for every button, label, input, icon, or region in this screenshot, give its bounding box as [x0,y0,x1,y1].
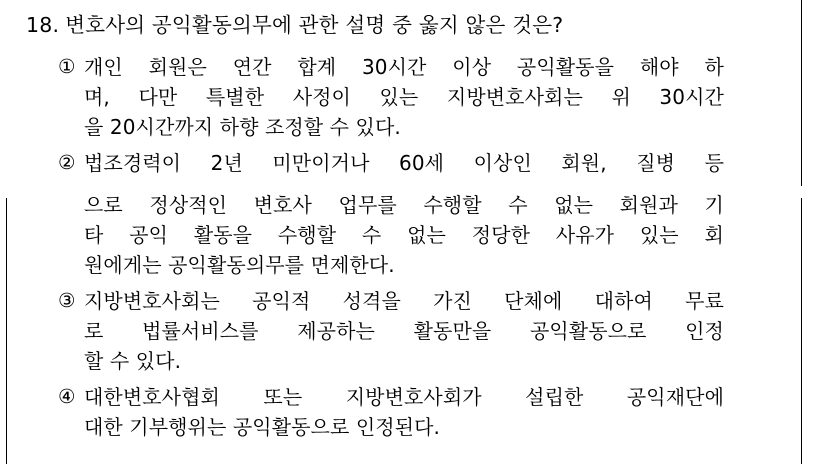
choice-1-line-3: 을 20시간까지 하향 조정할 수 있다. [84,115,401,139]
choice-2-line-1: 법조경력이 2년 미만이거나 60세 이상인 회원, 질병 등 [84,151,724,175]
page-rule-right-upper [801,0,802,186]
choice-option-2[interactable] [58,148,758,280]
choice-1-line-1: 개인 회원은 연간 합계 30시간 이상 공익활동을 해야 하 [84,55,724,79]
choice-1-line-2: 며, 다만 특별한 사정이 있는 지방변호사회는 위 30시간 [84,85,724,109]
question-number: 18. [26,13,60,37]
page-rule-left-lower [6,198,7,464]
choice-3-line-2: 로 법률서비스를 제공하는 활동만을 공익활동으로 인정 [84,319,724,343]
choice-3-line-1: 지방변호사회는 공익적 성격을 가진 단체에 대하여 무료 [84,289,724,313]
choice-body-1 [84,52,758,142]
choice-marker-4: ④ [58,385,76,408]
question-text: 변호사의 공익활동의무에 관한 설명 중 옳지 않은 것은? [65,13,564,37]
choice-marker-3: ③ [58,289,76,312]
choice-4-line-1: 대한변호사협회 또는 지방변호사회가 설립한 공익재단에 [84,385,724,409]
choice-2-line-3: 타 공익 활동을 수행할 수 없는 정당한 사유가 있는 회 [84,223,724,247]
choice-body-2 [84,148,758,280]
choice-option-3[interactable] [58,286,758,376]
question-stem [26,12,766,40]
choice-4-line-2: 대한 기부행위는 공익활동으로 인정된다. [84,415,440,439]
choice-body-3 [84,286,758,376]
choice-marker-2: ② [58,151,76,174]
page-rule-right-lower [801,198,802,464]
choice-2-line-2: 으로 정상적인 변호사 업무를 수행할 수 없는 회원과 기 [84,193,724,217]
choice-option-1[interactable] [58,52,758,142]
choice-list [58,52,758,442]
choice-marker-1: ① [58,55,76,78]
choice-3-line-3: 할 수 있다. [84,349,182,373]
choice-option-4[interactable] [58,382,758,442]
choice-body-4 [84,382,758,442]
choice-2-line-4: 원에게는 공익활동의무를 면제한다. [84,253,395,277]
